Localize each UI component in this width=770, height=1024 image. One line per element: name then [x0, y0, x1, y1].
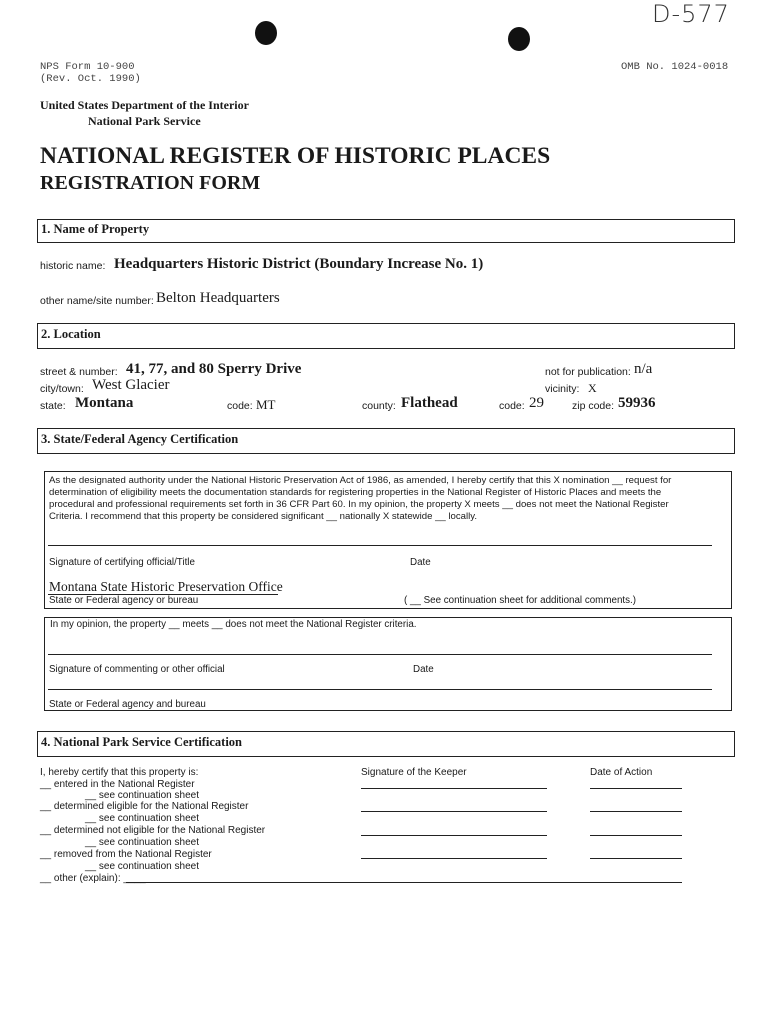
keeper-signature-label: Signature of the Keeper — [361, 767, 467, 778]
not-for-publication-label: not for publication: — [545, 366, 631, 378]
certifying-signature-label: Signature of certifying official/Title — [49, 557, 195, 568]
street-label: street & number: — [40, 366, 118, 378]
section-2-header — [37, 323, 735, 349]
section-1-title: 1. Name of Property — [41, 222, 150, 236]
zip-value: 59936 — [618, 395, 656, 411]
certify-label: I, hereby certify that this property is: — [40, 767, 199, 778]
state-label: state: — [40, 400, 66, 412]
certifying-date-label: Date — [410, 557, 431, 568]
status-not-eligible: __ determined not eligible for the National Register — [40, 825, 266, 836]
agency-value: Montana State Historic Preservation Office — [49, 579, 283, 594]
form-subtitle: REGISTRATION FORM — [40, 172, 261, 194]
keeper-line-4 — [361, 858, 547, 859]
county-label: county: — [362, 400, 396, 412]
agency-label: State or Federal agency or bureau — [49, 595, 199, 606]
department-name: United States Department of the Interior — [40, 98, 249, 112]
cert-line-1: As the designated authority under the National Historic Preservation Act of 1986, as amended, I hereby certify that this X nomination __ request for — [49, 475, 672, 486]
commenting-agency-label: State or Federal agency and bureau — [49, 699, 206, 710]
keeper-line-2 — [361, 811, 547, 812]
city-label: city/town: — [40, 383, 84, 395]
omb-number: OMB No. 1024-0018 — [621, 61, 729, 73]
action-line-1 — [590, 788, 682, 789]
form-title: NATIONAL REGISTER OF HISTORIC PLACES — [40, 143, 551, 169]
state-value: Montana — [75, 395, 134, 411]
keeper-line-3 — [361, 835, 547, 836]
status-eligible-continuation: __ see continuation sheet — [85, 813, 199, 824]
vicinity-label: vicinity: — [545, 383, 580, 395]
form-revision: (Rev. Oct. 1990) — [40, 73, 141, 85]
status-removed-continuation: __ see continuation sheet — [85, 861, 199, 872]
zip-label: zip code: — [572, 400, 615, 412]
status-not-eligible-continuation: __ see continuation sheet — [85, 837, 199, 848]
service-name: National Park Service — [88, 114, 201, 128]
status-entered: __ entered in the National Register — [40, 779, 195, 790]
historic-name-value: Headquarters Historic District (Boundary Increase No. 1) — [114, 256, 484, 272]
cert-line-2: determination of eligibility meets the documentation standards for registering properties in the National Register of Historic Places and meets the — [49, 487, 662, 498]
status-removed: __ removed from the National Register — [40, 849, 212, 860]
punch-hole-left — [255, 21, 277, 45]
status-other: __ other (explain): ____ — [40, 873, 146, 884]
county-value: Flathead — [401, 395, 458, 411]
commenting-agency-line — [48, 689, 712, 690]
form-number: NPS Form 10-900 — [40, 61, 135, 73]
other-name-label: other name/site number: — [40, 295, 154, 307]
commenting-date-label: Date — [413, 664, 434, 675]
status-eligible: __ determined eligible for the National Register — [40, 801, 249, 812]
vicinity-value: X — [588, 381, 597, 395]
street-value: 41, 77, and 80 Sperry Drive — [126, 361, 302, 377]
county-code-label: code: — [499, 400, 525, 412]
commenting-signature-line — [48, 654, 712, 655]
certifying-signature-line — [48, 545, 712, 546]
state-code-label: code: — [227, 400, 253, 412]
not-for-publication-value: n/a — [634, 361, 653, 377]
action-line-4 — [590, 858, 682, 859]
city-value: West Glacier — [92, 377, 170, 393]
action-line-2 — [590, 811, 682, 812]
county-code-value: 29 — [529, 395, 544, 411]
state-code-value: MT — [256, 397, 276, 412]
section-2-title: 2. Location — [41, 327, 101, 341]
other-name-value: Belton Headquarters — [156, 290, 280, 306]
section-4-title: 4. National Park Service Certification — [41, 735, 242, 749]
punch-hole-right — [508, 27, 530, 51]
section-3-title: 3. State/Federal Agency Certification — [41, 432, 239, 446]
commenting-signature-label: Signature of commenting or other official — [49, 664, 225, 675]
cert-line-4: Criteria. I recommend that this property be considered significant __ nationally X statewide __ locally. — [49, 511, 478, 522]
continuation-note: ( __ See continuation sheet for additional comments.) — [404, 595, 636, 606]
keeper-line-1 — [361, 788, 547, 789]
action-line-3 — [590, 835, 682, 836]
handwritten-id: D-577 — [652, 0, 730, 28]
status-entered-continuation: __ see continuation sheet — [85, 790, 199, 801]
other-explain-line — [126, 882, 682, 883]
cert-line-3: procedural and professional requirements set forth in 36 CFR Part 60. In my opinion, the property X meets __ does not meet the National Register — [49, 499, 669, 510]
opinion-text: In my opinion, the property __ meets __ does not meet the National Register criteria. — [50, 619, 417, 630]
historic-name-label: historic name: — [40, 260, 106, 272]
date-of-action-label: Date of Action — [590, 767, 653, 778]
